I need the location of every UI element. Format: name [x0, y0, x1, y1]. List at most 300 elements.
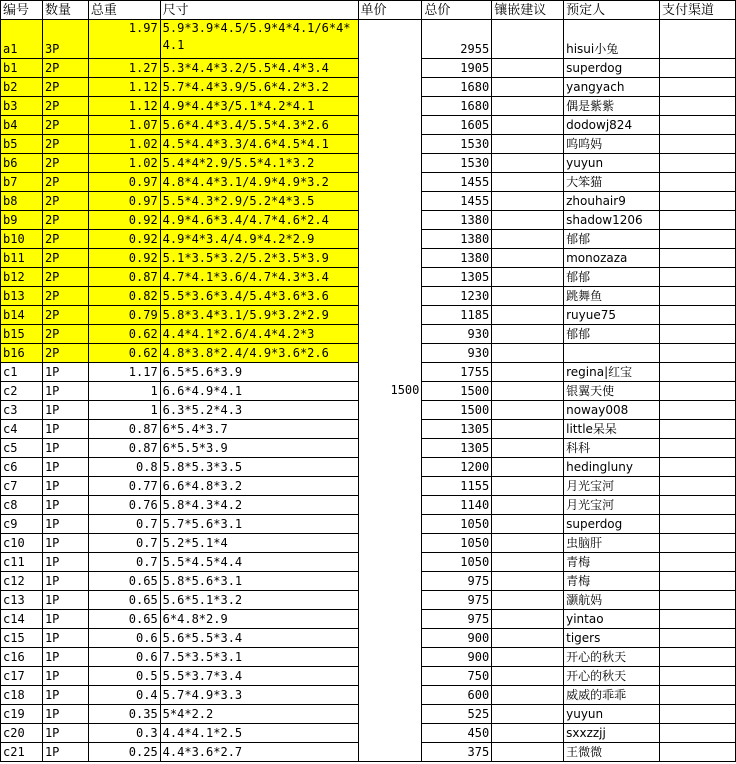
cell-setting-advice[interactable] [492, 743, 564, 762]
cell-total-price[interactable]: 1530 [422, 154, 492, 173]
cell-payment-channel[interactable] [660, 610, 736, 629]
cell-buyer[interactable]: hedingluny [564, 458, 660, 477]
cell-buyer[interactable]: 开心的秋天 [564, 648, 660, 667]
cell-total-price[interactable]: 1155 [422, 477, 492, 496]
cell-qty[interactable]: 2P [42, 192, 88, 211]
cell-payment-channel[interactable] [660, 20, 736, 59]
cell-size[interactable]: 6.6*4.8*3.2 [160, 477, 358, 496]
cell-id[interactable]: b2 [1, 78, 43, 97]
cell-weight[interactable]: 1.27 [88, 59, 160, 78]
cell-total-price[interactable]: 930 [422, 325, 492, 344]
cell-payment-channel[interactable] [660, 629, 736, 648]
cell-size[interactable]: 4.7*4.1*3.6/4.7*4.3*3.4 [160, 268, 358, 287]
cell-payment-channel[interactable] [660, 192, 736, 211]
cell-id[interactable]: c3 [1, 401, 43, 420]
cell-qty[interactable]: 2P [42, 325, 88, 344]
cell-setting-advice[interactable] [492, 306, 564, 325]
cell-payment-channel[interactable] [660, 591, 736, 610]
cell-qty[interactable]: 1P [42, 515, 88, 534]
cell-buyer[interactable]: 王微微 [564, 743, 660, 762]
cell-size[interactable]: 5.6*4.4*3.4/5.5*4.3*2.6 [160, 116, 358, 135]
cell-setting-advice[interactable] [492, 20, 564, 59]
cell-id[interactable]: c4 [1, 420, 43, 439]
cell-id[interactable]: c6 [1, 458, 43, 477]
cell-weight[interactable]: 0.25 [88, 743, 160, 762]
header-qty[interactable]: 数量 [42, 1, 88, 20]
cell-buyer[interactable]: 开心的秋天 [564, 667, 660, 686]
cell-weight[interactable]: 0.87 [88, 420, 160, 439]
cell-qty[interactable]: 1P [42, 439, 88, 458]
header-id[interactable]: 编号 [1, 1, 43, 20]
cell-size[interactable]: 4.5*4.4*3.3/4.6*4.5*4.1 [160, 135, 358, 154]
cell-payment-channel[interactable] [660, 724, 736, 743]
cell-buyer[interactable]: 郁郁 [564, 268, 660, 287]
cell-buyer[interactable]: 郁郁 [564, 325, 660, 344]
cell-qty[interactable]: 2P [42, 97, 88, 116]
cell-buyer[interactable]: yuyun [564, 154, 660, 173]
cell-id[interactable]: b7 [1, 173, 43, 192]
cell-weight[interactable]: 0.82 [88, 287, 160, 306]
cell-size[interactable]: 6.3*5.2*4.3 [160, 401, 358, 420]
cell-setting-advice[interactable] [492, 344, 564, 363]
cell-payment-channel[interactable] [660, 439, 736, 458]
cell-weight[interactable]: 0.8 [88, 458, 160, 477]
cell-qty[interactable]: 2P [42, 116, 88, 135]
cell-total-price[interactable]: 1140 [422, 496, 492, 515]
cell-total-price[interactable]: 1500 [422, 382, 492, 401]
cell-id[interactable]: b15 [1, 325, 43, 344]
cell-buyer[interactable]: superdog [564, 515, 660, 534]
cell-weight[interactable]: 1 [88, 382, 160, 401]
cell-weight[interactable]: 1 [88, 401, 160, 420]
cell-id[interactable]: b5 [1, 135, 43, 154]
cell-setting-advice[interactable] [492, 249, 564, 268]
cell-total-price[interactable]: 600 [422, 686, 492, 705]
cell-id[interactable]: c5 [1, 439, 43, 458]
cell-weight[interactable]: 0.87 [88, 439, 160, 458]
cell-setting-advice[interactable] [492, 629, 564, 648]
cell-size[interactable]: 5*4*2.2 [160, 705, 358, 724]
cell-qty[interactable]: 1P [42, 648, 88, 667]
cell-setting-advice[interactable] [492, 135, 564, 154]
cell-size[interactable]: 5.8*4.3*4.2 [160, 496, 358, 515]
cell-setting-advice[interactable] [492, 667, 564, 686]
cell-total-price[interactable]: 1050 [422, 534, 492, 553]
cell-setting-advice[interactable] [492, 325, 564, 344]
cell-total-price[interactable]: 1755 [422, 363, 492, 382]
cell-buyer[interactable]: 郁郁 [564, 230, 660, 249]
cell-total-price[interactable]: 2955 [422, 20, 492, 59]
cell-qty[interactable]: 1P [42, 382, 88, 401]
cell-weight[interactable]: 0.65 [88, 572, 160, 591]
cell-total-price[interactable]: 1230 [422, 287, 492, 306]
cell-size[interactable]: 5.7*4.4*3.9/5.6*4.2*3.2 [160, 78, 358, 97]
cell-payment-channel[interactable] [660, 154, 736, 173]
cell-payment-channel[interactable] [660, 325, 736, 344]
cell-payment-channel[interactable] [660, 458, 736, 477]
cell-qty[interactable]: 2P [42, 287, 88, 306]
cell-buyer[interactable]: 科科 [564, 439, 660, 458]
cell-qty[interactable]: 2P [42, 78, 88, 97]
cell-id[interactable]: b4 [1, 116, 43, 135]
cell-weight[interactable]: 0.62 [88, 325, 160, 344]
cell-total-price[interactable]: 1380 [422, 230, 492, 249]
cell-qty[interactable]: 1P [42, 401, 88, 420]
cell-payment-channel[interactable] [660, 705, 736, 724]
cell-size[interactable]: 6*5.5*3.9 [160, 439, 358, 458]
cell-qty[interactable]: 1P [42, 686, 88, 705]
header-buyer[interactable]: 预定人 [564, 1, 660, 20]
cell-setting-advice[interactable] [492, 211, 564, 230]
cell-weight[interactable]: 0.65 [88, 591, 160, 610]
cell-total-price[interactable]: 1905 [422, 59, 492, 78]
cell-buyer[interactable]: 月光宝河 [564, 496, 660, 515]
cell-total-price[interactable]: 900 [422, 648, 492, 667]
cell-size[interactable]: 5.4*4*2.9/5.5*4.1*3.2 [160, 154, 358, 173]
cell-qty[interactable]: 1P [42, 667, 88, 686]
cell-size[interactable]: 7.5*3.5*3.1 [160, 648, 358, 667]
cell-total-price[interactable]: 1500 [422, 401, 492, 420]
cell-buyer[interactable]: 月光宝河 [564, 477, 660, 496]
cell-id[interactable]: c9 [1, 515, 43, 534]
cell-setting-advice[interactable] [492, 724, 564, 743]
cell-total-price[interactable]: 1305 [422, 268, 492, 287]
cell-buyer[interactable]: tigers [564, 629, 660, 648]
cell-qty[interactable]: 1P [42, 591, 88, 610]
cell-total-price[interactable]: 1050 [422, 553, 492, 572]
cell-id[interactable]: b14 [1, 306, 43, 325]
cell-weight[interactable]: 1.07 [88, 116, 160, 135]
cell-id[interactable]: b1 [1, 59, 43, 78]
cell-payment-channel[interactable] [660, 173, 736, 192]
cell-payment-channel[interactable] [660, 268, 736, 287]
cell-size[interactable]: 5.5*3.6*3.4/5.4*3.6*3.6 [160, 287, 358, 306]
cell-total-price[interactable]: 1680 [422, 97, 492, 116]
cell-setting-advice[interactable] [492, 458, 564, 477]
cell-id[interactable]: c8 [1, 496, 43, 515]
cell-qty[interactable]: 3P [42, 20, 88, 59]
cell-total-price[interactable]: 750 [422, 667, 492, 686]
cell-total-price[interactable]: 1455 [422, 192, 492, 211]
cell-setting-advice[interactable] [492, 78, 564, 97]
cell-qty[interactable]: 1P [42, 610, 88, 629]
cell-qty[interactable]: 1P [42, 363, 88, 382]
cell-setting-advice[interactable] [492, 97, 564, 116]
cell-total-price[interactable]: 1605 [422, 116, 492, 135]
cell-payment-channel[interactable] [660, 211, 736, 230]
cell-id[interactable]: c1 [1, 363, 43, 382]
cell-setting-advice[interactable] [492, 192, 564, 211]
header-setting-advice[interactable]: 镶嵌建议 [492, 1, 564, 20]
cell-payment-channel[interactable] [660, 420, 736, 439]
cell-payment-channel[interactable] [660, 743, 736, 762]
cell-setting-advice[interactable] [492, 173, 564, 192]
cell-payment-channel[interactable] [660, 401, 736, 420]
cell-qty[interactable]: 2P [42, 154, 88, 173]
cell-payment-channel[interactable] [660, 230, 736, 249]
header-payment-channel[interactable]: 支付渠道 [660, 1, 736, 20]
cell-qty[interactable]: 2P [42, 173, 88, 192]
cell-payment-channel[interactable] [660, 249, 736, 268]
cell-size[interactable]: 5.3*4.4*3.2/5.5*4.4*3.4 [160, 59, 358, 78]
cell-weight[interactable]: 0.87 [88, 268, 160, 287]
cell-payment-channel[interactable] [660, 116, 736, 135]
cell-weight[interactable]: 0.3 [88, 724, 160, 743]
cell-buyer[interactable]: 青梅 [564, 572, 660, 591]
cell-id[interactable]: b6 [1, 154, 43, 173]
cell-total-price[interactable]: 1185 [422, 306, 492, 325]
cell-payment-channel[interactable] [660, 382, 736, 401]
header-unit-price[interactable]: 单价 [358, 1, 422, 20]
cell-weight[interactable]: 0.65 [88, 610, 160, 629]
cell-total-price[interactable]: 930 [422, 344, 492, 363]
cell-qty[interactable]: 2P [42, 249, 88, 268]
cell-setting-advice[interactable] [492, 477, 564, 496]
header-total-price[interactable]: 总价 [422, 1, 492, 20]
cell-qty[interactable]: 1P [42, 629, 88, 648]
cell-unit-price[interactable] [358, 20, 422, 762]
cell-weight[interactable]: 0.97 [88, 173, 160, 192]
cell-weight[interactable]: 0.76 [88, 496, 160, 515]
cell-size[interactable]: 5.8*5.6*3.1 [160, 572, 358, 591]
cell-size[interactable]: 4.8*4.4*3.1/4.9*4.9*3.2 [160, 173, 358, 192]
cell-size[interactable]: 4.8*3.8*2.4/4.9*3.6*2.6 [160, 344, 358, 363]
cell-id[interactable]: b12 [1, 268, 43, 287]
cell-id[interactable]: c10 [1, 534, 43, 553]
cell-buyer[interactable]: noway008 [564, 401, 660, 420]
cell-setting-advice[interactable] [492, 496, 564, 515]
cell-size[interactable]: 4.4*4.1*2.6/4.4*4.2*3 [160, 325, 358, 344]
cell-qty[interactable]: 1P [42, 420, 88, 439]
cell-id[interactable]: c16 [1, 648, 43, 667]
cell-payment-channel[interactable] [660, 306, 736, 325]
cell-id[interactable]: b9 [1, 211, 43, 230]
cell-buyer[interactable]: 大笨猫 [564, 173, 660, 192]
cell-weight[interactable]: 0.7 [88, 515, 160, 534]
cell-size[interactable]: 5.5*4.5*4.4 [160, 553, 358, 572]
cell-id[interactable]: c2 [1, 382, 43, 401]
header-weight[interactable]: 总重 [88, 1, 160, 20]
cell-weight[interactable]: 0.62 [88, 344, 160, 363]
cell-setting-advice[interactable] [492, 287, 564, 306]
cell-size[interactable]: 5.6*5.5*3.4 [160, 629, 358, 648]
cell-size[interactable]: 5.5*4.3*2.9/5.2*4*3.5 [160, 192, 358, 211]
cell-buyer[interactable]: hisui小兔 [564, 20, 660, 59]
cell-payment-channel[interactable] [660, 477, 736, 496]
cell-qty[interactable]: 1P [42, 477, 88, 496]
cell-size[interactable]: 5.1*3.5*3.2/5.2*3.5*3.9 [160, 249, 358, 268]
cell-setting-advice[interactable] [492, 116, 564, 135]
cell-setting-advice[interactable] [492, 439, 564, 458]
cell-total-price[interactable]: 975 [422, 572, 492, 591]
cell-setting-advice[interactable] [492, 705, 564, 724]
cell-total-price[interactable]: 1530 [422, 135, 492, 154]
cell-id[interactable]: c13 [1, 591, 43, 610]
cell-size[interactable]: 5.8*5.3*3.5 [160, 458, 358, 477]
cell-weight[interactable]: 0.77 [88, 477, 160, 496]
header-size[interactable]: 尺寸 [160, 1, 358, 20]
cell-size[interactable]: 4.4*3.6*2.7 [160, 743, 358, 762]
cell-payment-channel[interactable] [660, 344, 736, 363]
cell-buyer[interactable]: 虫脑肝 [564, 534, 660, 553]
cell-buyer[interactable]: dodowj824 [564, 116, 660, 135]
cell-total-price[interactable]: 900 [422, 629, 492, 648]
cell-buyer[interactable]: yintao [564, 610, 660, 629]
cell-buyer[interactable]: 青梅 [564, 553, 660, 572]
cell-buyer[interactable]: 呜呜妈 [564, 135, 660, 154]
cell-buyer[interactable]: regina|红宝 [564, 363, 660, 382]
cell-buyer[interactable]: 跳舞鱼 [564, 287, 660, 306]
cell-weight[interactable]: 0.6 [88, 648, 160, 667]
cell-size[interactable]: 4.9*4.4*3/5.1*4.2*4.1 [160, 97, 358, 116]
cell-weight[interactable]: 0.7 [88, 534, 160, 553]
cell-qty[interactable]: 1P [42, 572, 88, 591]
cell-qty[interactable]: 1P [42, 534, 88, 553]
cell-weight[interactable]: 1.12 [88, 97, 160, 116]
cell-setting-advice[interactable] [492, 420, 564, 439]
cell-id[interactable]: c17 [1, 667, 43, 686]
cell-id[interactable]: b13 [1, 287, 43, 306]
cell-payment-channel[interactable] [660, 515, 736, 534]
cell-setting-advice[interactable] [492, 591, 564, 610]
cell-total-price[interactable]: 1200 [422, 458, 492, 477]
cell-id[interactable]: b8 [1, 192, 43, 211]
cell-buyer[interactable]: 威威的乖乖 [564, 686, 660, 705]
cell-size[interactable]: 6*4.8*2.9 [160, 610, 358, 629]
cell-buyer[interactable]: monozaza [564, 249, 660, 268]
cell-size[interactable]: 5.5*3.7*3.4 [160, 667, 358, 686]
cell-buyer[interactable]: superdog [564, 59, 660, 78]
cell-setting-advice[interactable] [492, 363, 564, 382]
cell-total-price[interactable]: 975 [422, 610, 492, 629]
cell-payment-channel[interactable] [660, 59, 736, 78]
cell-weight[interactable]: 1.12 [88, 78, 160, 97]
cell-buyer[interactable]: sxxzzjj [564, 724, 660, 743]
cell-buyer[interactable] [564, 344, 660, 363]
cell-qty[interactable]: 2P [42, 211, 88, 230]
cell-setting-advice[interactable] [492, 230, 564, 249]
cell-size[interactable]: 6.6*4.9*4.1 [160, 382, 358, 401]
cell-setting-advice[interactable] [492, 154, 564, 173]
cell-id[interactable]: b3 [1, 97, 43, 116]
cell-id[interactable]: c18 [1, 686, 43, 705]
cell-weight[interactable]: 0.4 [88, 686, 160, 705]
cell-qty[interactable]: 2P [42, 344, 88, 363]
cell-payment-channel[interactable] [660, 363, 736, 382]
cell-id[interactable]: b10 [1, 230, 43, 249]
cell-setting-advice[interactable] [492, 268, 564, 287]
cell-total-price[interactable]: 1305 [422, 420, 492, 439]
cell-buyer[interactable]: zhouhair9 [564, 192, 660, 211]
cell-total-price[interactable]: 450 [422, 724, 492, 743]
cell-qty[interactable]: 1P [42, 724, 88, 743]
cell-weight[interactable]: 1.97 [88, 20, 160, 59]
cell-buyer[interactable]: shadow1206 [564, 211, 660, 230]
cell-payment-channel[interactable] [660, 287, 736, 306]
cell-payment-channel[interactable] [660, 78, 736, 97]
cell-id[interactable]: a1 [1, 20, 43, 59]
cell-buyer[interactable]: yangyach [564, 78, 660, 97]
cell-size[interactable]: 6.5*5.6*3.9 [160, 363, 358, 382]
cell-size[interactable]: 5.7*5.6*3.1 [160, 515, 358, 534]
cell-size[interactable]: 4.9*4.6*3.4/4.7*4.6*2.4 [160, 211, 358, 230]
cell-payment-channel[interactable] [660, 135, 736, 154]
cell-size[interactable]: 5.9*3.9*4.5/5.9*4*4.1/6*4*4.1 [160, 20, 358, 59]
cell-size[interactable]: 5.7*4.9*3.3 [160, 686, 358, 705]
cell-payment-channel[interactable] [660, 572, 736, 591]
cell-qty[interactable]: 2P [42, 135, 88, 154]
cell-total-price[interactable]: 1455 [422, 173, 492, 192]
cell-payment-channel[interactable] [660, 686, 736, 705]
cell-payment-channel[interactable] [660, 648, 736, 667]
cell-id[interactable]: c14 [1, 610, 43, 629]
cell-id[interactable]: c7 [1, 477, 43, 496]
cell-weight[interactable]: 1.02 [88, 154, 160, 173]
cell-qty[interactable]: 1P [42, 705, 88, 724]
cell-weight[interactable]: 0.79 [88, 306, 160, 325]
cell-weight[interactable]: 0.92 [88, 230, 160, 249]
cell-setting-advice[interactable] [492, 401, 564, 420]
cell-buyer[interactable]: 偶是紫紫 [564, 97, 660, 116]
cell-qty[interactable]: 1P [42, 496, 88, 515]
cell-payment-channel[interactable] [660, 534, 736, 553]
cell-size[interactable]: 5.2*5.1*4 [160, 534, 358, 553]
cell-payment-channel[interactable] [660, 553, 736, 572]
cell-total-price[interactable]: 975 [422, 591, 492, 610]
cell-setting-advice[interactable] [492, 59, 564, 78]
cell-buyer[interactable]: yuyun [564, 705, 660, 724]
cell-weight[interactable]: 0.6 [88, 629, 160, 648]
cell-id[interactable]: b11 [1, 249, 43, 268]
cell-weight[interactable]: 0.92 [88, 211, 160, 230]
cell-setting-advice[interactable] [492, 382, 564, 401]
cell-size[interactable]: 5.6*5.1*3.2 [160, 591, 358, 610]
cell-setting-advice[interactable] [492, 610, 564, 629]
cell-id[interactable]: c11 [1, 553, 43, 572]
cell-weight[interactable]: 0.5 [88, 667, 160, 686]
cell-setting-advice[interactable] [492, 553, 564, 572]
cell-buyer[interactable]: little呆呆 [564, 420, 660, 439]
cell-setting-advice[interactable] [492, 534, 564, 553]
cell-qty[interactable]: 2P [42, 268, 88, 287]
cell-id[interactable]: c20 [1, 724, 43, 743]
cell-id[interactable]: b16 [1, 344, 43, 363]
cell-total-price[interactable]: 1305 [422, 439, 492, 458]
cell-qty[interactable]: 2P [42, 230, 88, 249]
cell-total-price[interactable]: 1680 [422, 78, 492, 97]
cell-size[interactable]: 6*5.4*3.7 [160, 420, 358, 439]
cell-weight[interactable]: 1.17 [88, 363, 160, 382]
cell-payment-channel[interactable] [660, 496, 736, 515]
cell-id[interactable]: c19 [1, 705, 43, 724]
cell-id[interactable]: c12 [1, 572, 43, 591]
cell-weight[interactable]: 0.92 [88, 249, 160, 268]
cell-payment-channel[interactable] [660, 667, 736, 686]
cell-weight[interactable]: 0.7 [88, 553, 160, 572]
cell-size[interactable]: 5.8*3.4*3.1/5.9*3.2*2.9 [160, 306, 358, 325]
cell-buyer[interactable]: 银翼天使 [564, 382, 660, 401]
cell-setting-advice[interactable] [492, 515, 564, 534]
cell-weight[interactable]: 0.97 [88, 192, 160, 211]
cell-qty[interactable]: 2P [42, 306, 88, 325]
cell-setting-advice[interactable] [492, 572, 564, 591]
cell-payment-channel[interactable] [660, 97, 736, 116]
cell-buyer[interactable]: 灏航妈 [564, 591, 660, 610]
cell-qty[interactable]: 1P [42, 458, 88, 477]
cell-total-price[interactable]: 525 [422, 705, 492, 724]
cell-qty[interactable]: 1P [42, 553, 88, 572]
cell-qty[interactable]: 1P [42, 743, 88, 762]
